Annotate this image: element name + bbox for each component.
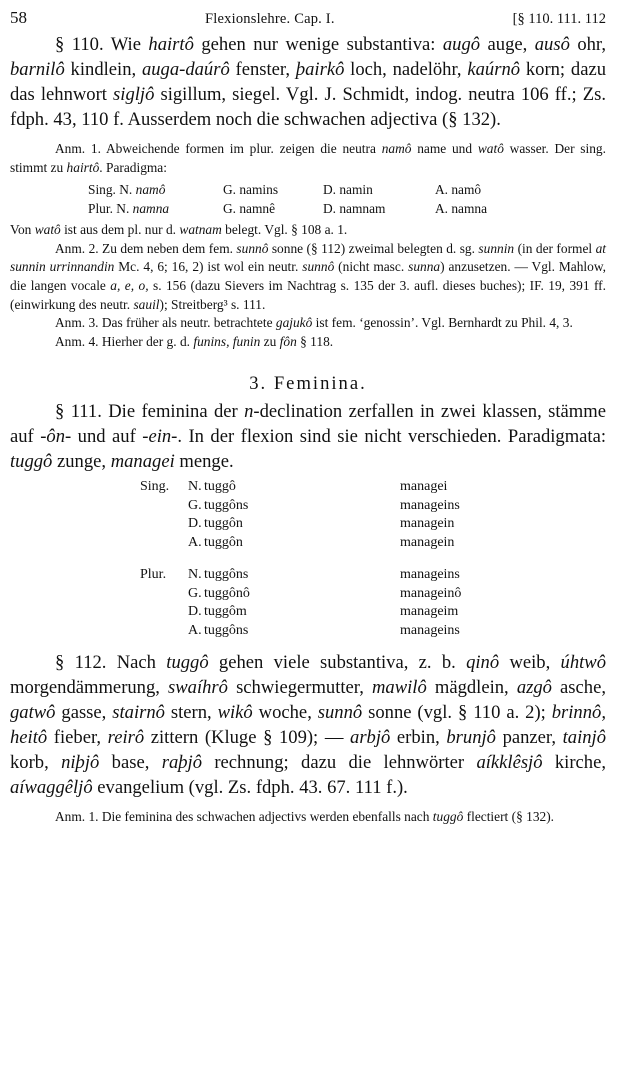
s110-anm1-continued [10, 221, 606, 240]
section-110-number: § 110. [55, 34, 104, 55]
paradigm-form-managei: managein [400, 516, 455, 532]
text-run: . Paradigma: [99, 159, 167, 175]
section-range: [§ 110. 111. 112 [512, 11, 606, 27]
section-heading-feminina: 3. Feminina. [249, 373, 367, 395]
gothic-word: watnam [179, 222, 222, 238]
paradigm-row [140, 478, 606, 497]
gothic-word: sigljô [113, 84, 155, 105]
paradigm-form-managei: manageins [400, 567, 460, 583]
paradigm-number-label: Plur. [140, 567, 167, 583]
text-run: erbin, [390, 727, 447, 749]
gothic-word: stairnô [112, 702, 165, 724]
gothic-word: mawilô [372, 677, 427, 699]
paradigm-form-managei: managei [400, 479, 448, 495]
paradigm-form-tuggo: tuggôns [204, 567, 249, 583]
text-run: gehen viele substantiva, z. b. [208, 652, 467, 674]
paradigm-row [140, 534, 606, 553]
paradigm-form-managei: manageins [400, 497, 460, 513]
gothic-word: tuggô [10, 451, 53, 473]
section-111-paragraph [10, 399, 606, 474]
gothic-word: reirô [107, 727, 145, 749]
book-page [10, 8, 606, 827]
text-run: Nach [106, 652, 167, 674]
text-run: asche, [551, 677, 606, 699]
gothic-word: kaúrnô [467, 59, 521, 80]
text-run: ); Streitberg³ s. 111. [159, 296, 266, 312]
paradigm-form-managei: manageinô [400, 585, 462, 601]
paradigm-case: A. [188, 534, 202, 550]
s110-anm4 [10, 333, 606, 352]
gothic-word: gajukô [275, 315, 313, 331]
paradigm-row [140, 515, 606, 534]
text-run: Anm. 1. Die feminina des schwachen adjectivs werden ebenfalls nach [55, 809, 433, 825]
text-run: Anm. 3. Das früher als neutr. betrachtete [55, 315, 276, 331]
gothic-word: sunnin [478, 240, 515, 256]
paradigm-case: N. [188, 567, 202, 583]
text-run: menge. [174, 451, 234, 473]
paradigm-form-tuggo: tuggônô [204, 585, 250, 601]
s110-paradigma-table [88, 180, 606, 218]
paradigm-case: G. [188, 497, 202, 513]
text-run: (nicht masc. [334, 259, 409, 275]
gothic-word: swaíhrô [168, 677, 228, 699]
gothic-word: brunjô [446, 727, 496, 749]
text-run: Mc. 4, 6; 16, 2) ist wol ein neutr. [114, 259, 303, 275]
paradigm-row [140, 603, 606, 622]
section-112-number: § 112. [55, 652, 107, 674]
text-run: panzer, [495, 727, 563, 749]
paradigm-case: D. [188, 604, 202, 620]
paradigm-form-managei: manageim [400, 604, 459, 620]
gothic-word: augô [442, 34, 481, 55]
paradigm-row [140, 585, 606, 604]
gothic-word: funins, funin [193, 333, 261, 349]
gothic-word: raþjô [161, 752, 202, 774]
gothic-word: -ein- [142, 426, 178, 448]
text-run: Anm. 1. Abweichende formen im plur. zeigen die neutra [55, 141, 382, 156]
gothic-word: tuggô [432, 809, 464, 825]
text-run-group [55, 334, 333, 349]
gothic-word: brinnô, heitô [10, 702, 606, 749]
text-run: Wie [103, 34, 149, 55]
s112-anm1 [10, 808, 606, 827]
gothic-word: þairkô [295, 59, 345, 80]
text-run: schwiegermutter, [227, 677, 372, 699]
paradigm-number-label [140, 585, 188, 604]
gothic-word: a, e, o, [110, 277, 149, 293]
paradigm-case: A. [188, 622, 202, 638]
paradigm-row [140, 566, 606, 585]
text-run: weib, [499, 652, 561, 674]
gothic-word: ausô [534, 34, 570, 55]
text-run: zu [260, 333, 280, 349]
text-run: gasse, [55, 702, 113, 724]
text-run-group [10, 241, 606, 312]
text-run: ohr, [569, 34, 607, 55]
section-112-paragraph [10, 650, 606, 800]
gothic-word: aíwaggêljô [10, 777, 93, 799]
text-run: fieber, [47, 727, 108, 749]
paradigm-number-label [140, 622, 188, 641]
text-run: ist fem. ‘genossin’. Vgl. Bernhardt zu Phil. 4, 3. [312, 315, 573, 331]
gothic-word: sunnô [302, 259, 335, 275]
text-run: morgendämmerung, [10, 677, 169, 699]
gothic-word: wikô [217, 702, 253, 724]
gothic-word: aíkklêsjô [476, 752, 543, 774]
text-run: sonne (vgl. § 110 a. 2); [362, 702, 552, 724]
paradigm-form-tuggo: tuggôn [204, 516, 243, 532]
text-run: fenster, [229, 59, 296, 80]
s110-anm2 [10, 240, 606, 314]
text-run: § 118. [296, 333, 334, 349]
gothic-word: -ôn- [40, 426, 72, 448]
gothic-word: tainjô [562, 727, 607, 749]
s111-paradigm-table [140, 478, 606, 640]
text-run: ) anzusetzen. — Vgl. Mahlow, die langen vocale [10, 259, 606, 293]
text-run: kindlein, [64, 59, 142, 80]
paradigm-number-label: Sing. [140, 479, 170, 495]
gothic-word: hairtô [148, 34, 194, 55]
gothic-word: n [244, 401, 254, 423]
text-run: Die feminina der [101, 401, 245, 423]
text-run: korb, [10, 752, 62, 774]
paradigm-form-tuggo: tuggôns [204, 497, 249, 513]
paradigm-number-label [140, 515, 188, 534]
gothic-word: gatwô [10, 702, 56, 724]
text-run: auge, [480, 34, 535, 55]
paradigma-row: Sing. N. namô G. namins D. namin A. namô [88, 182, 482, 198]
gothic-word: sunnô [317, 702, 363, 724]
text-run: sigillum, siegel. Vgl. J. Schmidt, indog. neutra 106 ff.; Zs. fdph. 43, 110 f. Ausserdem noch die schwachen adjectiva (§ 132). [10, 84, 606, 130]
paradigm-row [140, 497, 606, 516]
gothic-word: sunna [408, 259, 441, 275]
paradigm-form-tuggo: tuggôm [204, 604, 247, 620]
text-run: zittern (Kluge § 109); — [144, 727, 351, 749]
text-run: gehen nur wenige substantiva: [193, 34, 443, 55]
text-run: und auf [71, 426, 143, 448]
gothic-word: sauil [133, 296, 160, 312]
text-run: Anm. 2. Zu dem neben dem fem. [55, 240, 237, 256]
text-run-group [10, 141, 606, 175]
gothic-word: barnilô [10, 59, 65, 80]
text-run: ist aus dem pl. nur d. [60, 222, 180, 238]
text-run: mägdlein, [426, 677, 517, 699]
text-run-group [55, 809, 554, 824]
paradigm-number-label [140, 497, 188, 516]
running-title: Flexionslehre. Cap. I. [205, 11, 335, 27]
text-run: Anm. 4. Hierher der g. d. [55, 333, 194, 349]
text-run: zunge, [52, 451, 111, 473]
gothic-word: sunnô [236, 240, 269, 256]
paradigm-case: D. [188, 516, 202, 532]
page-number: 58 [10, 8, 27, 27]
paradigm-form-tuggo: tuggô [204, 479, 236, 495]
text-run: kirche, [542, 752, 606, 774]
gothic-word: watô [34, 222, 61, 238]
gothic-word: managei [110, 451, 175, 473]
text-run: korn; dazu das lehnwort [10, 59, 606, 105]
section-111-number: § 111. [55, 401, 102, 423]
gothic-word: auga-daúrô [141, 59, 230, 80]
text-run-group [10, 222, 347, 237]
paradigm-form-tuggo: tuggôn [204, 534, 243, 550]
text-run: . In der flexion sind sie nicht verschieden. Paradigmata: [177, 426, 607, 448]
s110-anm3 [10, 314, 606, 333]
gothic-word: qinô [466, 652, 500, 674]
gothic-word: fôn [279, 333, 297, 349]
text-run: flectiert (§ 132). [463, 809, 555, 825]
text-run: evangelium (vgl. Zs. fdph. 43. 67. 111 f.). [92, 777, 408, 799]
text-run: loch, nadelöhr, [344, 59, 468, 80]
gothic-word: watô [477, 141, 504, 156]
paradigm-number-label [140, 534, 188, 553]
text-run: rechnung; dazu die lehnwörter [202, 752, 477, 774]
gothic-word: azgô [516, 677, 552, 699]
gothic-word: arbjô [350, 727, 391, 749]
text-run: sonne (§ 112) zweimal belegten d. sg. [268, 240, 479, 256]
gothic-word: niþjô [61, 752, 100, 774]
text-run: -declination zerfallen in zwei klassen, stämme auf [10, 401, 606, 448]
text-run-group [55, 315, 573, 330]
paradigm-form-tuggo: tuggôns [204, 622, 249, 638]
gothic-word: namô [381, 141, 412, 156]
text-run: stern, [164, 702, 218, 724]
text-run: woche, [252, 702, 318, 724]
paradigm-number-label [140, 603, 188, 622]
paradigma-row: Plur. N. namna G. namnê D. namnam A. namna [88, 201, 488, 217]
text-run-group [10, 652, 606, 798]
text-run: wasser. Der sing. stimmt zu [10, 141, 606, 175]
gothic-word: úhtwô [560, 652, 607, 674]
gothic-word: hairtô [66, 159, 100, 175]
section-110-paragraph [10, 32, 606, 132]
paradigm-case: G. [188, 585, 202, 601]
paradigm-form-managei: managein [400, 534, 455, 550]
text-run: (in der formel [514, 240, 596, 256]
text-run: name und [411, 141, 478, 156]
running-header [10, 8, 606, 32]
s110-anm1 [10, 140, 606, 177]
paradigm-case: N. [188, 479, 202, 495]
paradigm-form-managei: manageins [400, 622, 460, 638]
text-run: belegt. Vgl. § 108 a. 1. [221, 222, 348, 238]
text-run: s. 156 (dazu Sievers im Nachtrag s. 135 der 3. aufl. dieses buches); IF. 19, 391 ff. (einwirkung des neutr. [10, 277, 606, 312]
paradigm-row [140, 622, 606, 641]
gothic-word: tuggô [166, 652, 209, 674]
text-run: Von [10, 222, 35, 238]
text-run: base, [99, 752, 162, 774]
gothic-word: at sunnin urrinnandin [10, 240, 606, 275]
